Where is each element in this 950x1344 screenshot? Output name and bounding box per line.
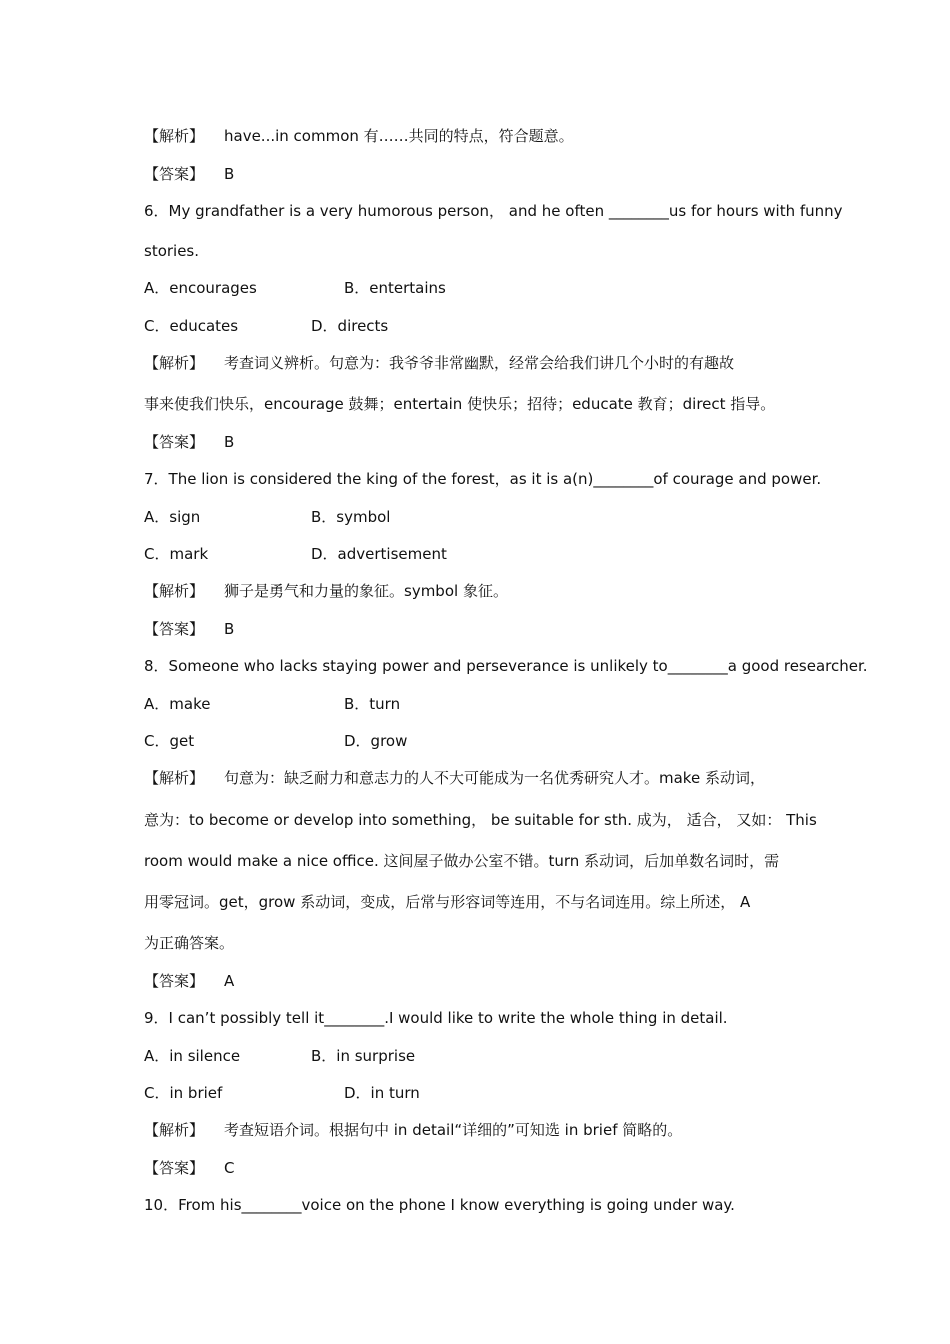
analysis-tag: 【解析】 (144, 127, 205, 145)
option-a: A．in silence (144, 1047, 241, 1065)
option-a: A．make (144, 695, 211, 713)
q7-options-ab (144, 507, 824, 527)
q8-answer (144, 971, 824, 991)
analysis-text: have...in common 有……共同的特点，符合题意。 (224, 127, 574, 145)
answer-text: A (224, 972, 235, 990)
q6-options-ab (144, 278, 824, 298)
q10-stem: 10．From his________voice on the phone I know everything is going under way. (144, 1196, 735, 1214)
answer-tag: 【答案】 (144, 433, 205, 451)
q8-analysis-cont-3: 用零冠词。get，grow 系动词，变成，后常与形容词等连用，不与名词连用。综上所述， A (144, 893, 751, 911)
option-c: C．get (144, 732, 195, 750)
q7-analysis (144, 581, 824, 601)
analysis-tag: 【解析】 (144, 582, 205, 600)
q7-answer (144, 619, 824, 639)
q6-analysis-cont: 事来使我们快乐，encourage 鼓舞；entertain 使快乐；招待；educate 教育；direct 指导。 (144, 395, 776, 413)
option-d: D．directs (311, 317, 389, 335)
analysis-text: 考查词义辨析。句意为：我爷爷非常幽默，经常会给我们讲几个小时的有趣故 (224, 354, 735, 372)
answer-text: B (224, 433, 235, 451)
option-c: C．mark (144, 545, 209, 563)
q6-options-cd (144, 316, 824, 336)
q6-analysis (144, 353, 824, 373)
option-b: B．turn (344, 695, 401, 713)
answer-tag: 【答案】 (144, 620, 205, 638)
q8-options-ab (144, 694, 824, 714)
q6-stem: 6．My grandfather is a very humorous person， and he often ________us for hours with funny (144, 202, 843, 220)
q5-answer (144, 164, 824, 184)
analysis-text: 考查短语介词。根据句中 in detail“详细的”可知选 in brief 简略的。 (224, 1121, 683, 1139)
q8-stem: 8．Someone who lacks staying power and perseverance is unlikely to________a good researcher. (144, 657, 868, 675)
analysis-tag: 【解析】 (144, 354, 205, 372)
q9-answer (144, 1158, 824, 1178)
answer-tag: 【答案】 (144, 1159, 205, 1177)
q6-stem-cont: stories. (144, 242, 200, 260)
q9-stem: 9．I can’t possibly tell it________.I would like to write the whole thing in detail. (144, 1009, 728, 1027)
option-d: D．grow (344, 732, 408, 750)
option-a: A．sign (144, 508, 201, 526)
q9-options-cd (144, 1083, 824, 1103)
option-c: C．in brief (144, 1084, 223, 1102)
option-d: D．advertisement (311, 545, 447, 563)
q9-options-ab (144, 1046, 824, 1066)
answer-tag: 【答案】 (144, 165, 205, 183)
option-d: D．in turn (344, 1084, 420, 1102)
option-b: B．in surprise (311, 1047, 416, 1065)
option-c: C．educates (144, 317, 239, 335)
q8-analysis-cont-4: 为正确答案。 (144, 934, 235, 952)
answer-text: B (224, 165, 235, 183)
analysis-tag: 【解析】 (144, 1121, 205, 1139)
q7-stem: 7．The lion is considered the king of the forest，as it is a(n)________of courage and power. (144, 470, 822, 488)
q8-analysis (144, 768, 824, 788)
option-a: A．encourages (144, 279, 257, 297)
option-b: B．entertains (344, 279, 446, 297)
q7-options-cd (144, 544, 824, 564)
q8-analysis-cont-1: 意为：to become or develop into something， be suitable for sth. 成为， 适合， 又如： This (144, 811, 817, 829)
q8-analysis-cont-2: room would make a nice office. 这间屋子做办公室不错。turn 系动词，后加单数名词时，需 (144, 852, 780, 870)
option-b: B．symbol (311, 508, 391, 526)
answer-text: B (224, 620, 235, 638)
q9-analysis (144, 1120, 824, 1140)
q5-analysis (144, 126, 824, 146)
analysis-text: 狮子是勇气和力量的象征。symbol 象征。 (224, 582, 508, 600)
q6-answer (144, 432, 824, 452)
analysis-text: 句意为：缺乏耐力和意志力的人不大可能成为一名优秀研究人才。make 系动词， (224, 769, 765, 787)
q8-options-cd (144, 731, 824, 751)
analysis-tag: 【解析】 (144, 769, 205, 787)
answer-tag: 【答案】 (144, 972, 205, 990)
answer-text: C (224, 1159, 235, 1177)
